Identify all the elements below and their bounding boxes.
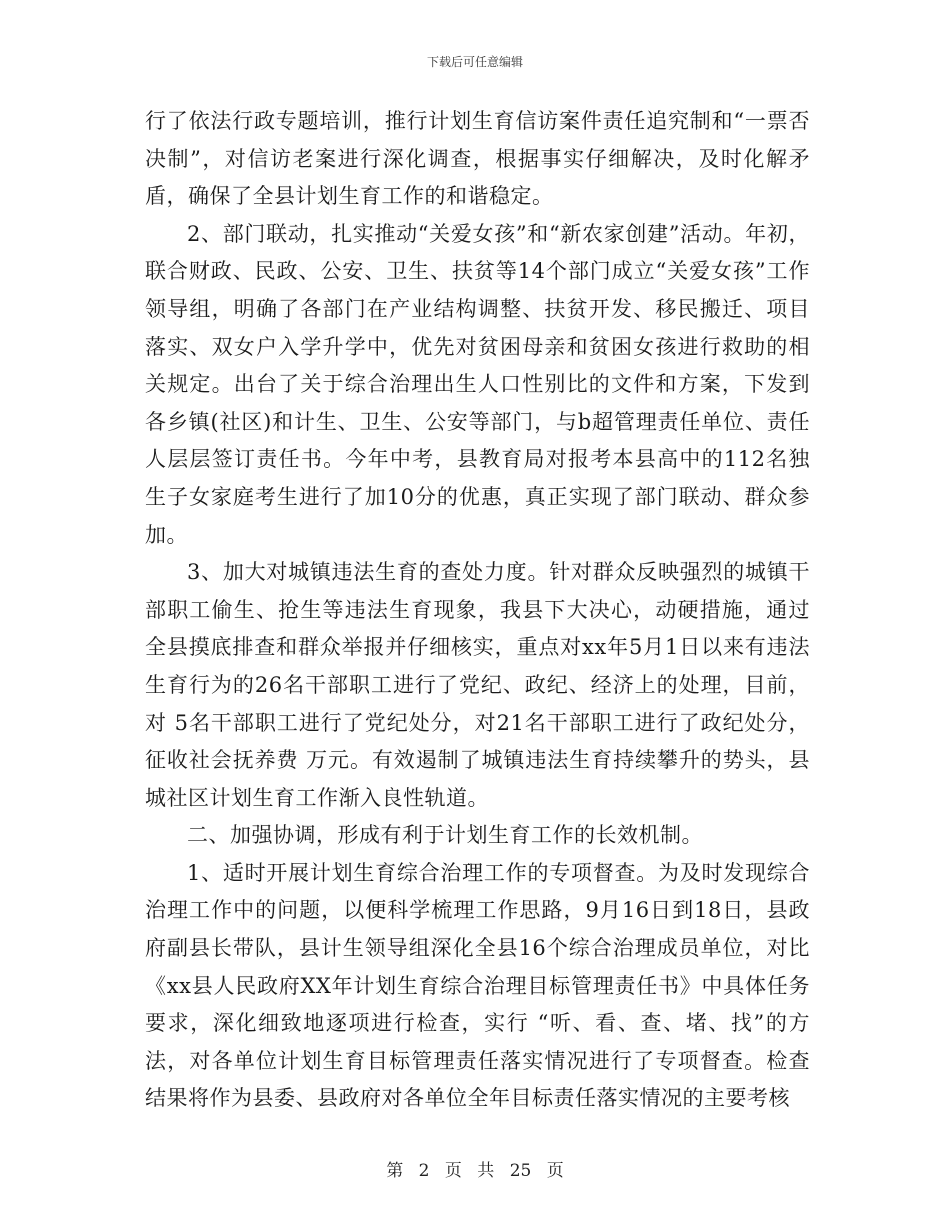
footer-page-label: 页 <box>444 1161 462 1181</box>
document-body <box>145 103 810 1118</box>
total-pages-number: 25 <box>509 1161 532 1181</box>
footer-suffix: 页 <box>546 1161 564 1181</box>
paragraph: 1、适时开展计划生育综合治理工作的专项督查。为及时发现综合治理工作中的问题，以便科学梳理工作思路，9月16日到18日，县政府副县长带队，县计生领导组深化全县16个综合治理成员单位，对比《xx县人民政府XX年计划生育综合治理目标管理责任书》中具体任务要求，深化细致地逐项进行检查，实行 “听、看、查、堵、找”的方法，对各单位计划生育目标管理责任落实情况进行了专项督查。检查结果将作为县委、县政府对各单位全年目标责任落实情况的主要考核 <box>145 860 810 1111</box>
current-page-number: 2 <box>418 1161 430 1181</box>
footer-prefix: 第 <box>386 1161 404 1181</box>
section-heading: 二、加强协调，形成有利于计划生育工作的长效机制。 <box>187 823 703 848</box>
paragraph: 3、加大对城镇违法生育的查处力度。针对群众反映强烈的城镇干部职工偷生、抢生等违法生育现象，我县下大决心，动硬措施，通过全县摸底排查和群众举报并仔细核实，重点对xx年5月1日以来有违法生育行为的26名干部职工进行了党纪、政纪、经济上的处理，目前，对 5名干部职工进行了党纪处分，对21名干部职工进行了政纪处分，征收社会抚养费 万元。有效遏制了城镇违法生育持续攀升的势头，县城社区计划生育工作渐入良性轨道。 <box>145 560 810 810</box>
page-footer <box>0 1156 950 1181</box>
paragraph: 2、部门联动，扎实推动“关爱女孩”和“新农家创建”活动。年初，联合财政、民政、公安、卫生、扶贫等14个部门成立“关爱女孩”工作领导组，明确了各部门在产业结构调整、扶贫开发、移民搬迁、项目落实、双女户入学升学中，优先对贫困母亲和贫困女孩进行救助的相关规定。出台了关于综合治理出生人口性别比的文件和方案，下发到各乡镇(社区)和计生、卫生、公安等部门，与b超管理责任单位、责任人层层签订责任书。今年中考，县教育局对报考本县高中的112名独生子女家庭考生进行了加10分的优惠，真正实现了部门联动、群众参加。 <box>145 221 810 547</box>
paragraph: 行了依法行政专题培训，推行计划生育信访案件责任追究制和“一票否决制”，对信访老案进行深化调查，根据事实仔细解决，及时化解矛盾，确保了全县计划生育工作的和谐稳定。 <box>145 109 810 209</box>
page-header: 下载后可任意编辑 <box>426 55 523 69</box>
footer-total-label: 共 <box>477 1161 495 1181</box>
